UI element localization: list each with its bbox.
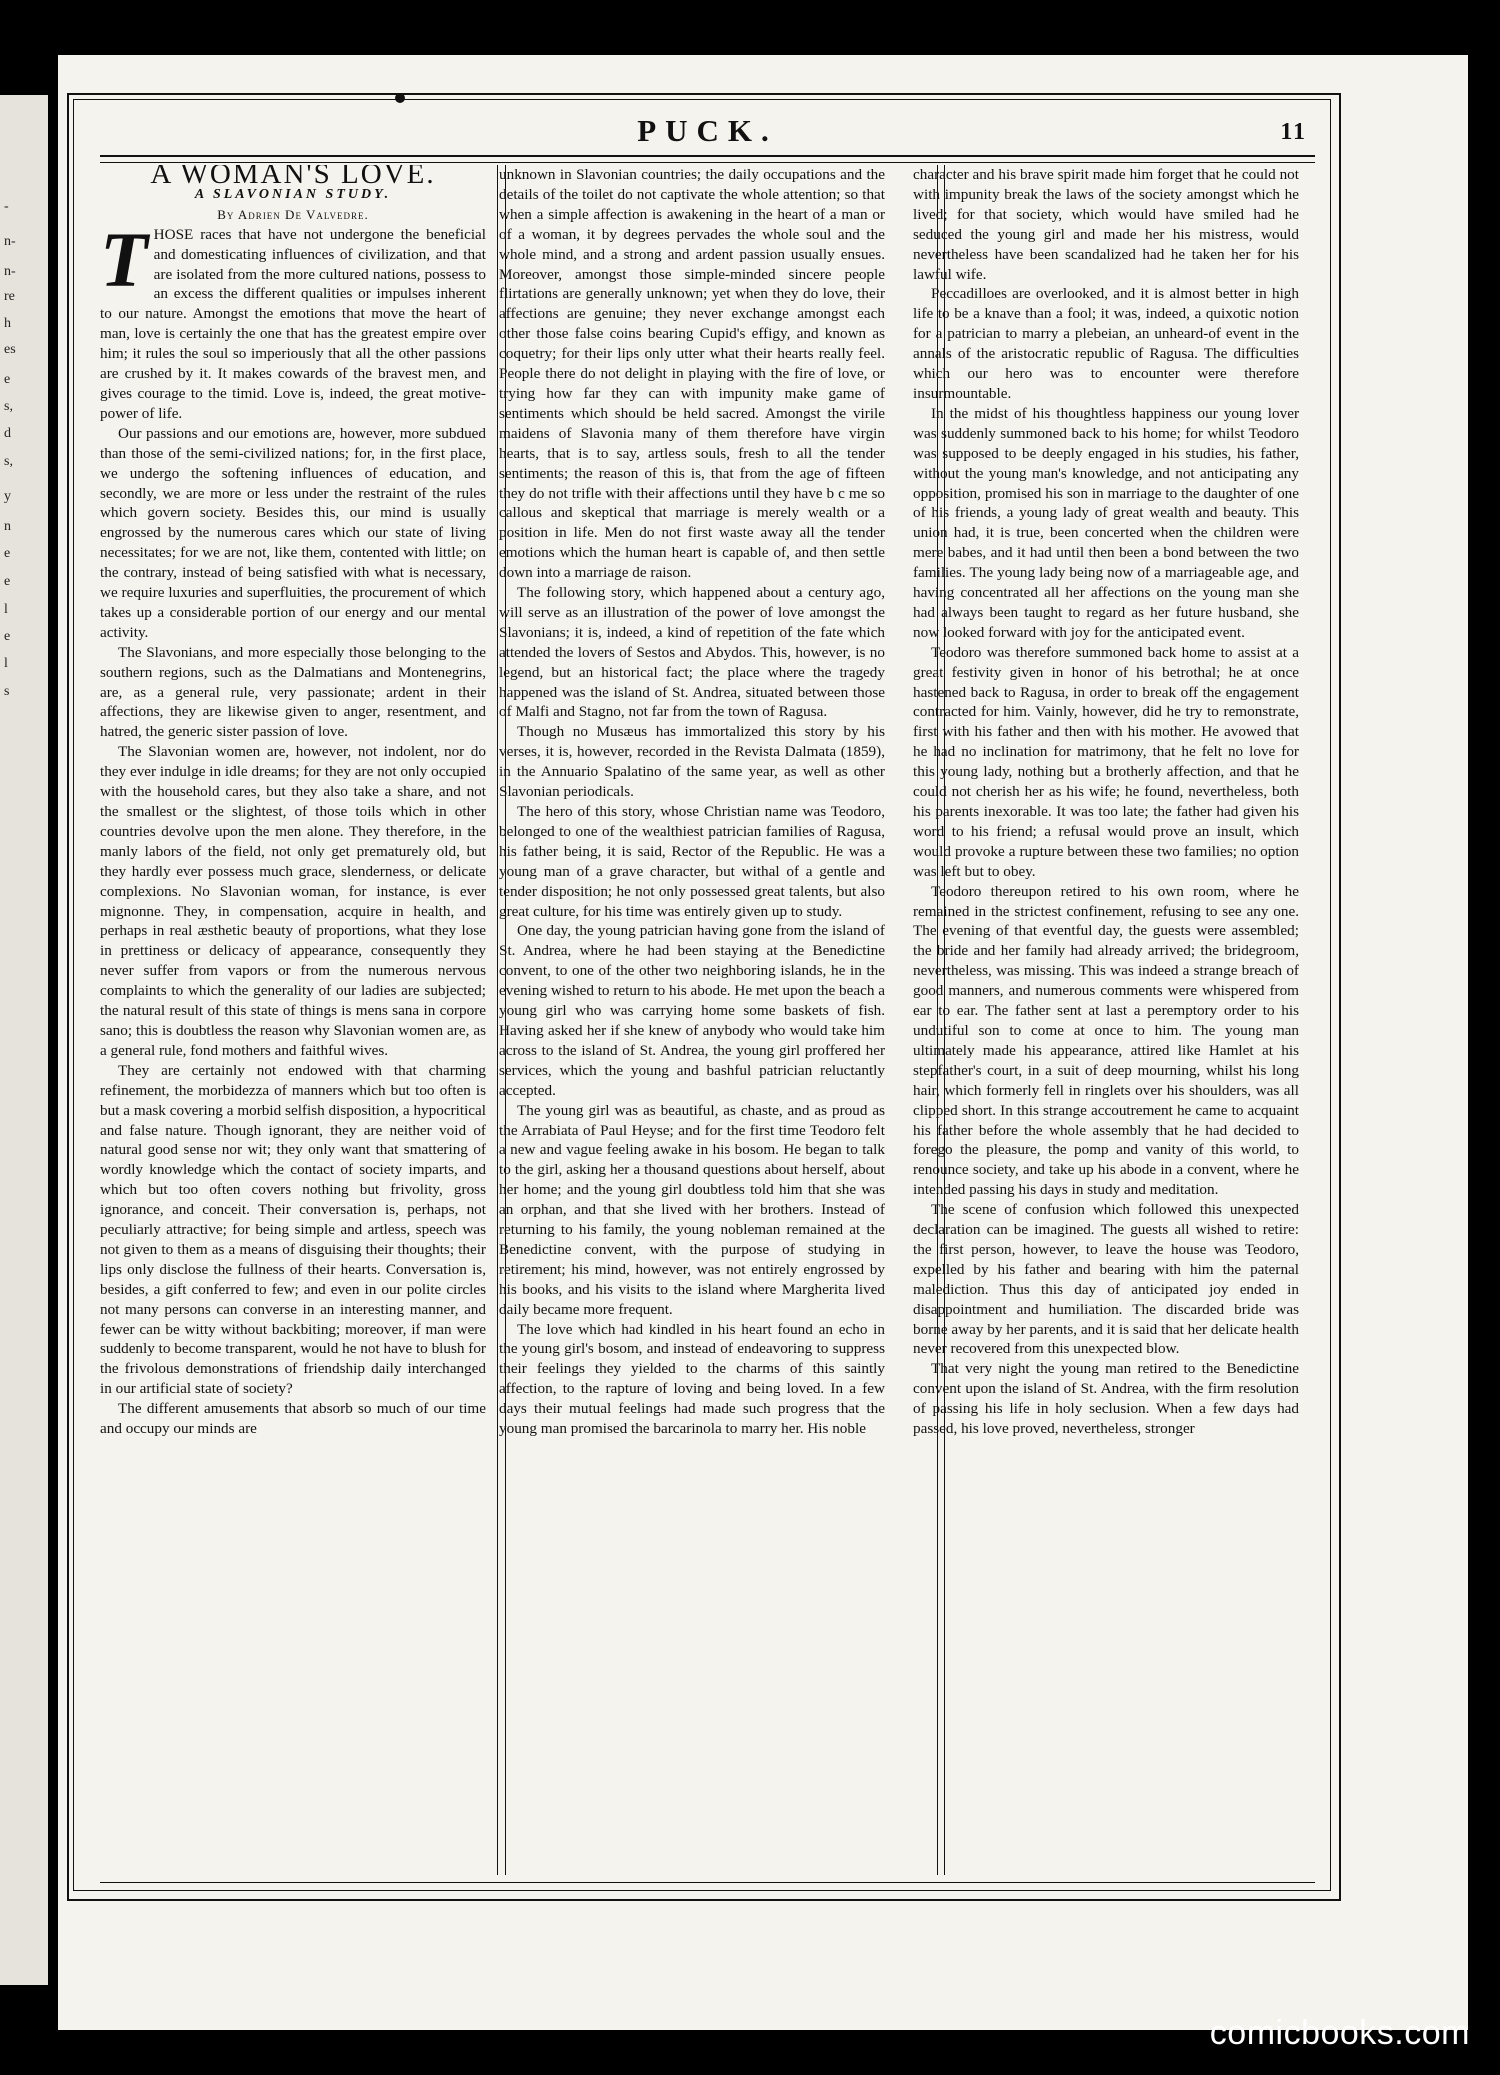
left-fragment: re bbox=[4, 289, 15, 304]
paragraph: The hero of this story, whose Christian name was Teodoro, belonged to one of the wealthiest patrician families of Ragusa, his father being, it is said, Rector of the Republic. He was a young man of a grave character, but withal of a gentle and tender disposition; he not only possessed great talents, but also great culture, for his time was entirely given up to study. bbox=[499, 803, 885, 920]
paragraph: They are certainly not endowed with that charming refinement, the morbidezza of manners which but too often is but a mask covering a morbid selfish disposition, a hypocritical and false nature. Though ignorant, they are neither void of natural good sense nor wit; they only want that smattering of wordly knowledge which the contact of society imparts, and which but too often covers nothing but frivolity, gross ignorance, and conceit. Their conversation is, perhaps, not peculiarly attractive; for being simple and artless, speech was not given to them as a means of disguising their thoughts; their lips only disclose the fullness of their hearts. Conversation is, besides, a gift conferred to few; and even in our polite circles not many persons can converse in an interesting manner, and fewer can be witty without backbiting; moreover, if man were suddenly to become transparent, would he not have to blush for the frivolous demonstrations of friendship daily interchanged in our artificial state of society? bbox=[100, 1061, 486, 1398]
column-1 bbox=[100, 165, 486, 1875]
paragraph: unknown in Slavonian countries; the daily occupations and the details of the toilet do not captivate the whole attention; so that when a simple affection is awakening in the heart of a man or of a woman, it by degrees pervades the whole soul and the whole mind, and a strong and ardent passion usually ensues. Moreover, amongst those simple-minded sincere people flirtations are generally unknown; yet when they do love, their affections are genuine; they never exchange amongst each other those false coins bearing Cupid's effigy, and known as coquetry; for their lips only utter what their hearts really feel. People there do not delight in playing with the fire of love, or trying how far they can with impunity make game of sentiments which should be held sacred. Amongst the virile maidens of Slavonia many of them therefore have virgin hearts, that is to say, artless souls, fresh to all the tender sentiments; the reason of this is, that from the age of fifteen they do not trifle with their affections until they have b c me so callous and skeptical that marriage is merely wealth or a position in life. Men do not first waste away all the tender emotions which the human heart is capable of, and then settle down into a marriage de raison. bbox=[499, 166, 885, 582]
left-fragment: n- bbox=[4, 264, 16, 279]
left-fragment: e bbox=[4, 372, 11, 387]
left-fragment: d bbox=[4, 426, 11, 441]
paragraph bbox=[100, 215, 486, 424]
left-fragment: l bbox=[4, 602, 8, 617]
paragraph: That very night the young man retired to the Benedictine convent upon the island of St. Andrea, with the firm resolution of passing his life in holy seclusion. When a few days had passed, his love proved, nevertheless, stronger bbox=[913, 1360, 1299, 1438]
left-fragment: s bbox=[4, 684, 10, 699]
left-fragment: e bbox=[4, 546, 11, 561]
column-3 bbox=[913, 165, 1299, 1875]
paragraph: Teodoro was therefore summoned back home to assist at a great festivity given in honor of his betrothal; he at once hastened back to Ragusa, in order to break off the engagement contracted for him. Vainly, however, did he try to remonstrate, first with his father and then with his mother. He avowed that he had no inclination for matrimony, that he felt no love for this young lady, nothing but a brotherly affection, and that he could not cherish her as his wife; he found, nevertheless, both his parents inexorable. It was too late; the father had given his word to his friend; a refusal would prove an insult, which would provoke a rupture between these two families; no option was left but to obey. bbox=[913, 643, 1299, 880]
article-subtitle: A SLAVONIAN STUDY. bbox=[194, 186, 392, 202]
masthead-title: PUCK. bbox=[637, 113, 778, 148]
masthead-rule bbox=[100, 155, 1315, 163]
watermark: comicbooks.com bbox=[1209, 2014, 1470, 2052]
left-fragment: - bbox=[4, 199, 9, 214]
column-2 bbox=[499, 165, 885, 1875]
left-fragment: h bbox=[4, 316, 11, 331]
left-fragment: es bbox=[4, 342, 16, 357]
left-fragment: l bbox=[4, 656, 8, 671]
paragraph: The love which had kindled in his heart found an echo in the young girl's bosom, and instead of endeavoring to suppress their feelings they yielded to the charms of this saintly affection, to the rapture of loving and being loved. In a few days their mutual feelings had made such progress that the young man promised the barcarinola to marry her. His noble bbox=[499, 1320, 885, 1438]
paragraph-text: HOSE races that have not undergone the beneficial and domesticating influences of civilization, and that are isolated from the more cultured nations, possess to an excess the different qualities or impulses inherent to our nature. Amongst the emotions that move the heart of man, love is certainly the one that has the greatest empire over him; it rules the soul so imperiously that all the other passions are crushed by it. It makes cowards of the bravest men, and gives courage to the timid. Love is, indeed, the great motive-power of life. bbox=[100, 225, 486, 422]
paragraph: Teodoro thereupon retired to his own room, where he remained in the strictest confinement, refusing to see any one. The evening of that eventful day, the guests were assembled; the bride and her family had already arrived; the bridegroom, nevertheless, was missing. This was indeed a strange breach of good manners, and numerous comments were whispered from ear to ear. The father sent at last a peremptory order to his undutiful son to come at once to him. The young man ultimately made his appearance, attired like Hamlet at his stepfather's court, in a suit of deep mourning, whilst his long hair, which formerly fell in ringlets over his shoulders, was all clipped short. In this strange accoutrement he came to acquaint his father before the whole assembly that he had decided to forego the pleasure, the pomp and vanity of this world, to renounce society, and take up his abode in a convent, where he intended passing his days in study and meditation. bbox=[913, 882, 1299, 1199]
paragraph: character and his brave spirit made him forget that he could not with impunity break the laws of the society amongst which he lived; for that society, which would have smiled had he seduced the young girl and made her his mistress, would nevertheless have been scandalized had he taken her for his lawful wife. bbox=[913, 166, 1299, 283]
left-fragment: y bbox=[4, 489, 11, 504]
paragraph: One day, the young patrician having gone from the island of St. Andrea, where he had been staying at the Benedictine convent, to one of the other two neighboring islands, he in the evening wished to return to his abode. He met upon the beach a young girl who was carrying home some baskets of fish. Having asked her if she knew of anybody who would take him across to the island of St. Andrea, the young girl proffered her services, which the young and bashful patrician reluctantly accepted. bbox=[499, 922, 885, 1099]
paragraph: The different amusements that absorb so much of our time and occupy our minds are bbox=[100, 1400, 486, 1438]
left-fragment: e bbox=[4, 574, 11, 589]
article-title: A WOMAN'S LOVE. bbox=[150, 165, 436, 190]
article-byline: By Adrien De Valvedre. bbox=[217, 206, 369, 222]
adjacent-page-edge bbox=[0, 95, 48, 1985]
left-fragment: e bbox=[4, 629, 11, 644]
paragraph: The Slavonian women are, however, not indolent, nor do they ever indulge in idle dreams; for they are not only occupied with the household cares, but they also take a share, and not the smallest or the slightest, of those toils which in other countries devolve upon the men alone. They therefore, in the manly labors of the field, not only get prematurely old, but they hardly ever possess much grace, slenderness, or delicate complexions. No Slavonian woman, for instance, is ever mignonne. They, in compensation, acquire in health, and perhaps in real æsthetic beauty of proportions, what they lose in prettiness or delicacy of appearance, consequently they never suffer from vapors or from the numerous nervous complaints to which the generality of our ladies are subjected; the natural result of this state of things is mens sana in corpore sano; this is doubtless the reason why Slavonian women are, as a general rule, fond mothers and faithful wives. bbox=[100, 743, 486, 1059]
left-fragment: n- bbox=[4, 234, 16, 249]
bottom-rule bbox=[100, 1882, 1315, 1886]
paragraph: Peccadilloes are overlooked, and it is almost better in high life to be a knave than a fool; it was, indeed, a quixotic notion for a patrician to marry a plebeian, an unheard-of event in the annals of the aristocratic republic of Ragusa. The difficulties which our hero was to encounter were therefore insurmountable. bbox=[913, 285, 1299, 402]
page-number: 11 bbox=[1280, 119, 1307, 145]
paragraph: In the midst of his thoughtless happiness our young lover was suddenly summoned back to his home; for whilst Teodoro was supposed to be deeply engaged in his studies, his father, without the young man's knowledge, and not anticipating any opposition, promised his son in marriage to the daughter of one of his friends, a young lady of great wealth and beauty. This union had, it is true, been concerted when the children were mere babes, and it had until then been a bond between the two families. The young lady being now of a marriageable age, and having concentrated all her affections on the young man she had always been taught to regard as her future husband, she now looked forward with joy for the anticipated event. bbox=[913, 404, 1299, 641]
left-fragment: s, bbox=[4, 399, 13, 414]
drop-cap: T bbox=[100, 215, 148, 303]
column-rule bbox=[497, 165, 498, 1875]
paragraph: The Slavonians, and more especially those belonging to the southern regions, such as the Dalmatians and Montenegrins, are, as a general rule, very passionate; ardent in their affections, they are likewise given to anger, resentment, and hatred, the generic sister passion of love. bbox=[100, 643, 486, 741]
masthead bbox=[100, 113, 1315, 153]
paragraph: The scene of confusion which followed this unexpected declaration can be imagined. The guests all wished to retire: the first person, however, to leave the house was Teodoro, expelled by his father and bearing with him the paternal malediction. Thus this day of anticipated joy ended in disappointment and humiliation. The discarded bride was borne away by her parents, and it is said that her delicate health never recovered from this unexpected blow. bbox=[913, 1201, 1299, 1358]
paragraph: The following story, which happened about a century ago, will serve as an illustration of the power of love amongst the Slavonians; it is, indeed, a kind of repetition of the fate which attended the lovers of Sestos and Abydos. This, however, is no legend, but an historical fact; the place where the tragedy happened was the island of St. Andrea, situated between those of Malfi and Stagno, not far from the town of Ragusa. bbox=[499, 584, 885, 721]
left-fragment: n bbox=[4, 519, 11, 534]
paragraph: Though no Musæus has immortalized this story by his verses, it is, however, recorded in the Revista Dalmata (1859), in the Annuario Spalatino of the same year, as well as other Slavonian periodicals. bbox=[499, 723, 885, 801]
left-fragment: s, bbox=[4, 454, 13, 469]
paragraph: Our passions and our emotions are, however, more subdued than those of the semi-civilized nations; for, in the first place, we undergo the softening influences of education, and secondly, we are more or less under the restraint of the rules which govern society. Besides this, our mind is usually engrossed by the numerous cares which our state of living necessitates; for we are not, like them, contented with little; on the contrary, instead of being satisfied with what is necessary, we require luxuries and superfluities, the procurement of which takes up a considerable portion of our energy and our mental activity. bbox=[100, 424, 486, 641]
paragraph: The young girl was as beautiful, as chaste, and as proud as the Arrabiata of Paul Heyse; and for the first time Teodoro felt a new and vague feeling awake in his bosom. He began to talk to the girl, asking her a thousand questions about herself, about her home; and the young girl doubtless told him that she was an orphan, and that she lived with her brothers. Instead of returning to his family, the young nobleman remained at the Benedictine convent, with the purpose of studying in retirement; his mind, however, was not entirely engrossed by his books, and his visits to the island where Margherita lived daily became more frequent. bbox=[499, 1101, 885, 1318]
